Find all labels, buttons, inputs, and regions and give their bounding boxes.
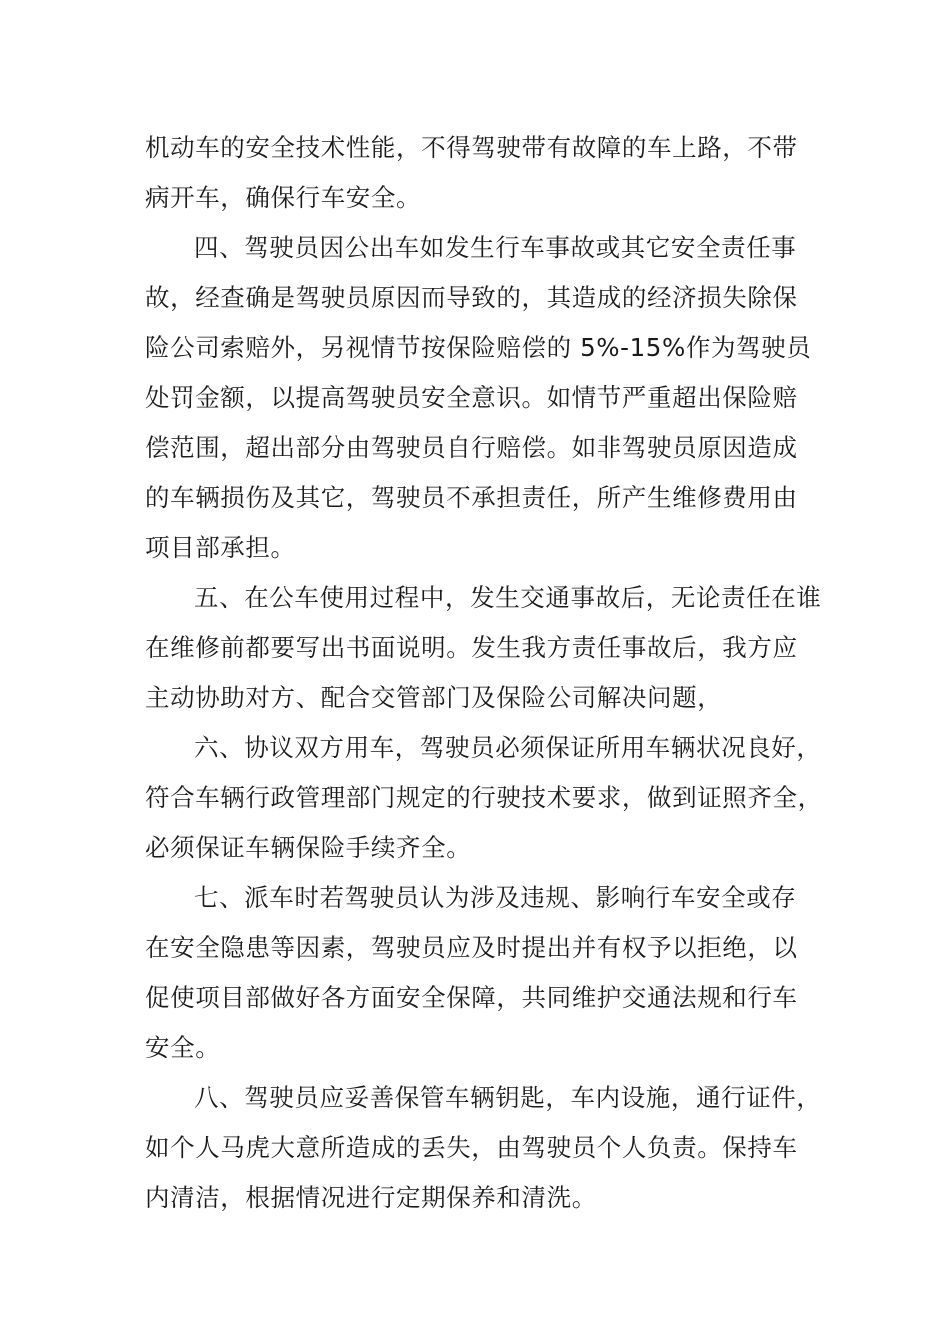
paragraph-5-start: 五、在公车使用过程中，发生交通事故后，无论责任在谁	[194, 583, 822, 612]
paragraph-6-start: 六、协议双方用车，驾驶员必须保证所用车辆状况良好，	[194, 733, 822, 762]
text-line: 内清洁，根据情况进行定期保养和清洗。	[145, 1183, 597, 1212]
text-line: 的车辆损伤及其它，驾驶员不承担责任，所产生维修费用由	[145, 483, 798, 512]
text-line: 机动车的安全技术性能，不得驾驶带有故障的车上路，不带	[145, 133, 798, 162]
text-line: 促使项目部做好各方面安全保障，共同维护交通法规和行车	[145, 983, 798, 1012]
text-line: 必须保证车辆保险手续齐全。	[145, 833, 472, 862]
text-line: 符合车辆行政管理部门规定的行驶技术要求，做到证照齐全，	[145, 783, 823, 812]
text-line: 项目部承担。	[145, 533, 296, 562]
text-line: 在安全隐患等因素，驾驶员应及时提出并有权予以拒绝，以	[145, 933, 798, 962]
text-line: 处罚金额，以提高驾驶员安全意识。如情节严重超出保险赔	[145, 383, 798, 412]
text-line: 病开车，确保行车安全。	[145, 183, 422, 212]
text-line: 险公司索赔外，另视情节按保险赔偿的 5%-15%作为驾驶员	[145, 333, 812, 362]
paragraph-4-start: 四、驾驶员因公出车如发生行车事故或其它安全责任事	[194, 233, 797, 262]
text-line: 主动协助对方、配合交管部门及保险公司解决问题，	[145, 683, 723, 712]
paragraph-7-start: 七、派车时若驾驶员认为涉及违规、影响行车安全或存	[194, 883, 797, 912]
text-line: 在维修前都要写出书面说明。发生我方责任事故后，我方应	[145, 633, 798, 662]
text-line: 安全。	[145, 1033, 221, 1062]
paragraph-8-start: 八、驾驶员应妥善保管车辆钥匙，车内设施，通行证件，	[194, 1083, 822, 1112]
text-line: 偿范围，超出部分由驾驶员自行赔偿。如非驾驶员原因造成	[145, 433, 798, 462]
text-line: 如个人马虎大意所造成的丢失，由驾驶员个人负责。保持车	[145, 1133, 798, 1162]
text-line: 故，经查确是驾驶员原因而导致的，其造成的经济损失除保	[145, 283, 798, 312]
